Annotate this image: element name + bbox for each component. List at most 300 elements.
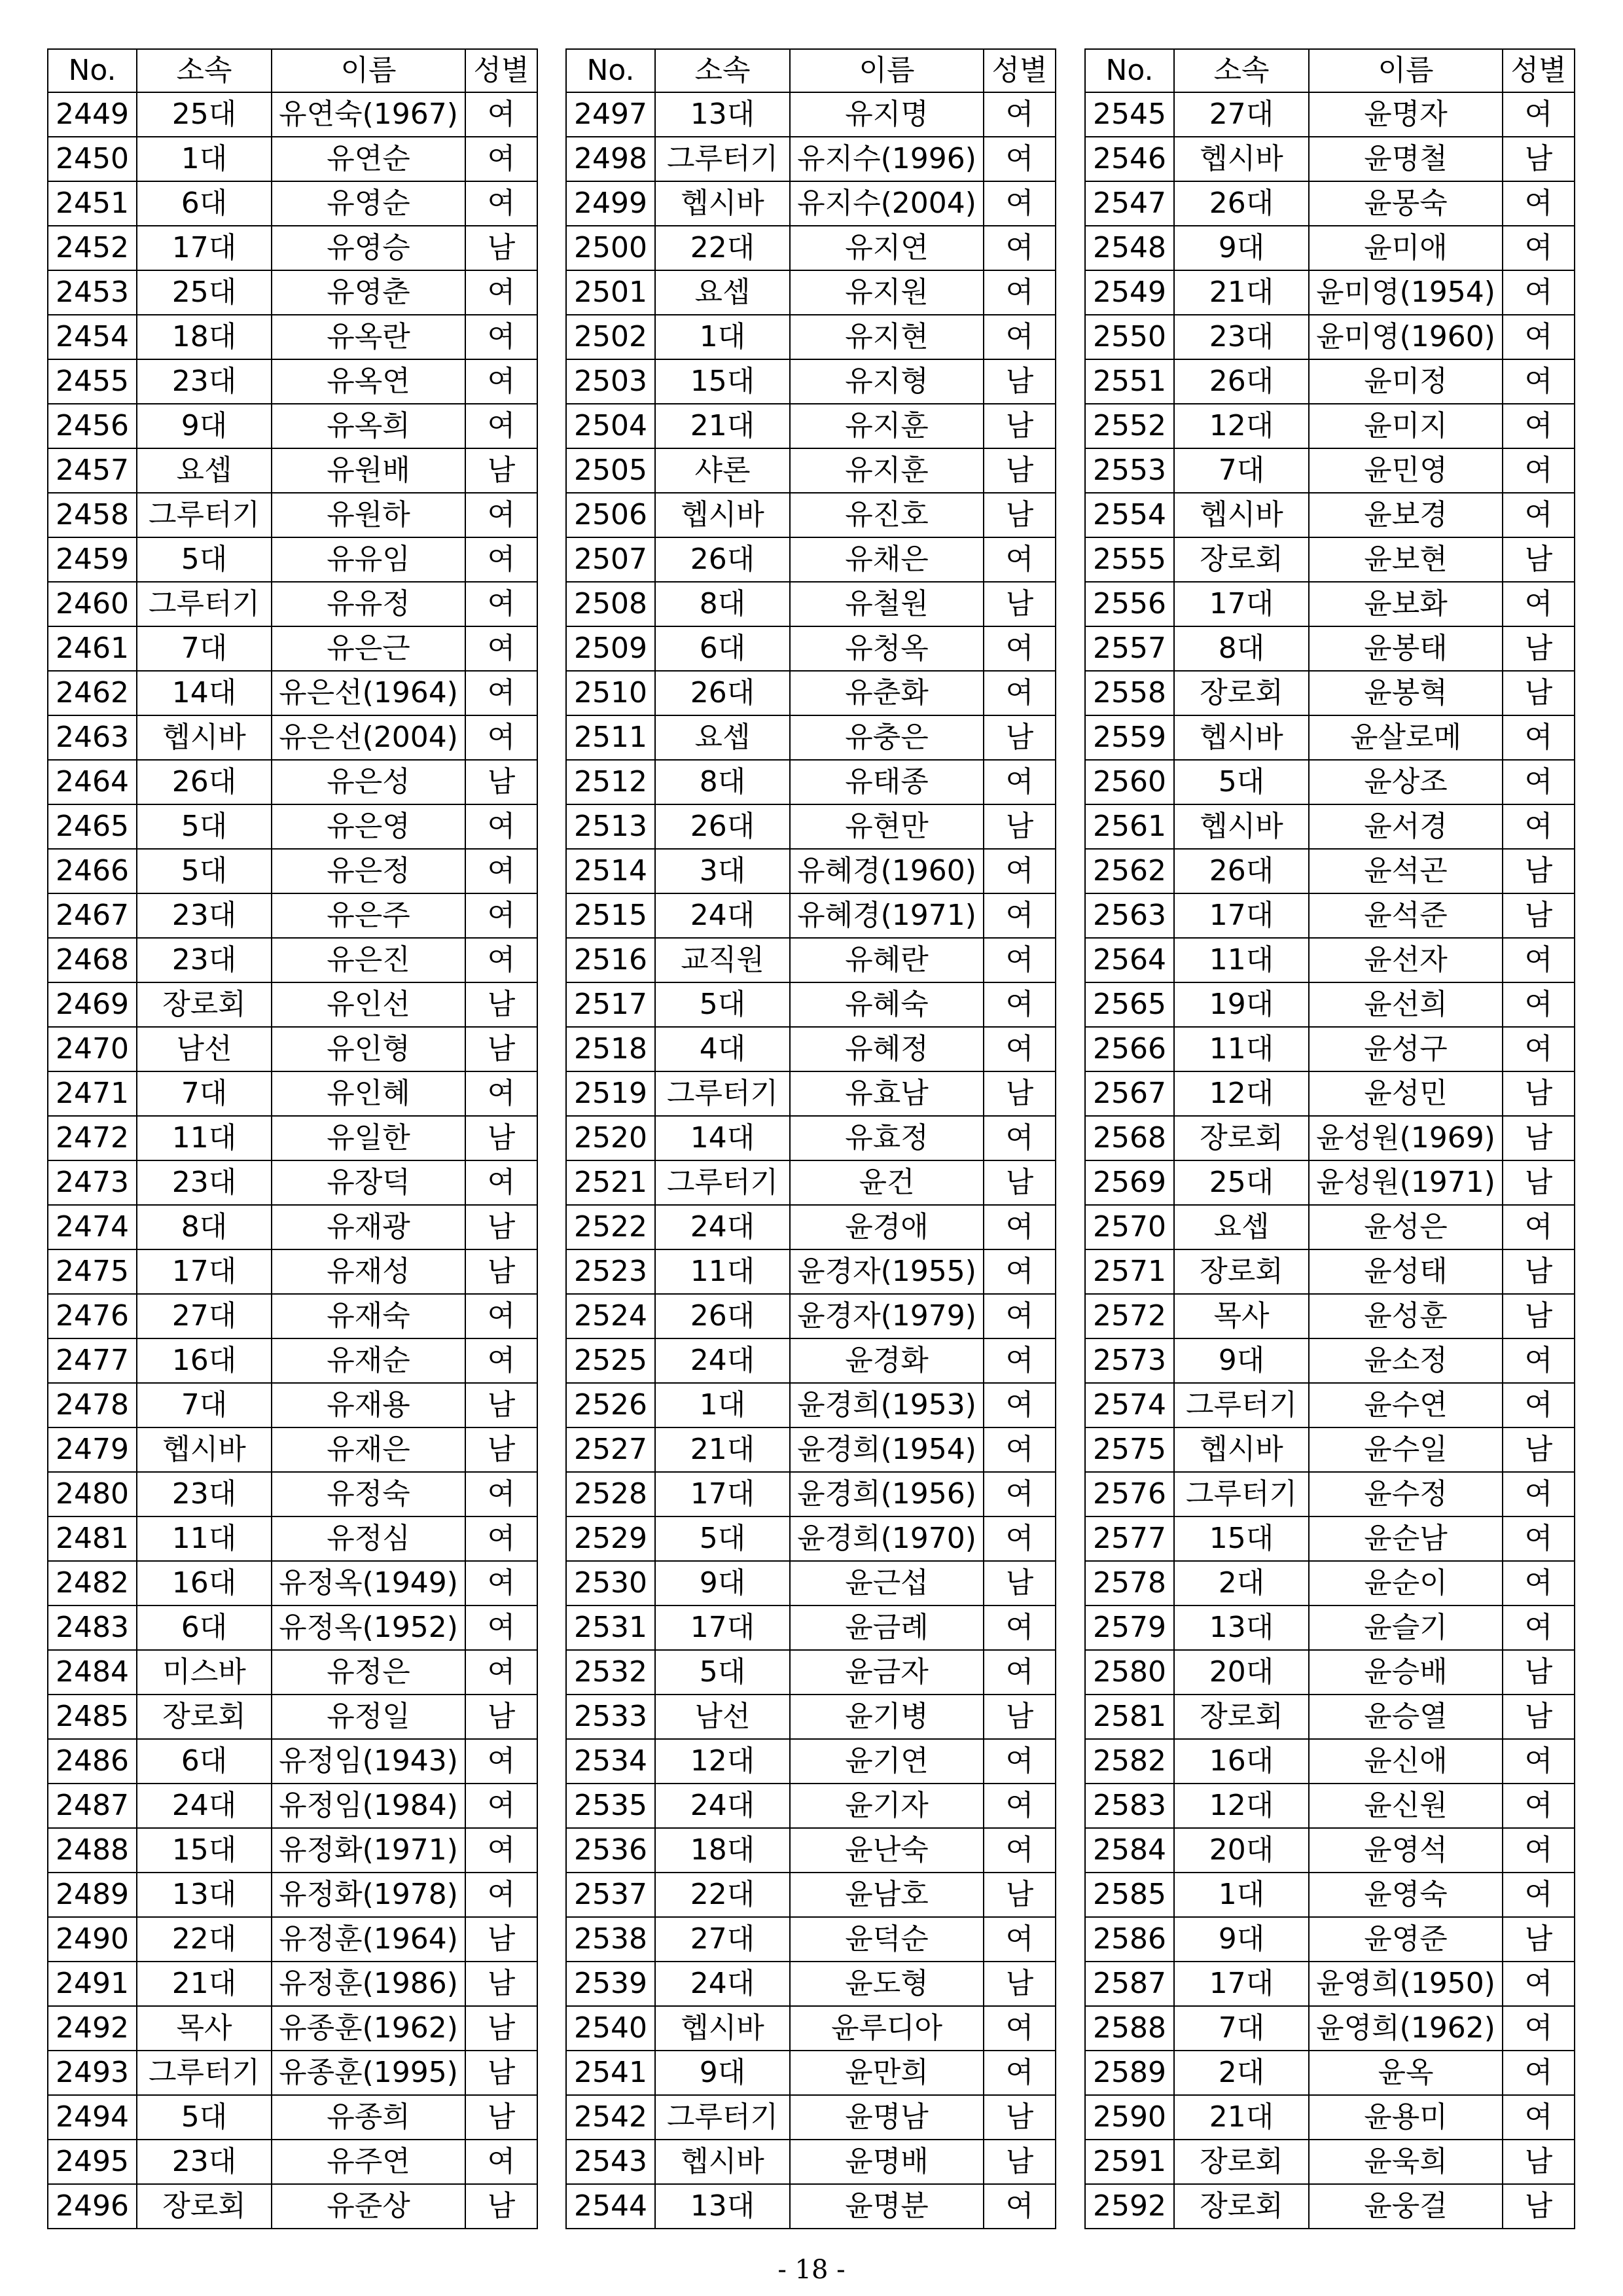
cell-no: 2522 — [566, 1205, 655, 1249]
cell-unit: 23대 — [137, 893, 272, 938]
table-row — [1085, 671, 1575, 715]
cell-name: 유인혜 — [272, 1071, 465, 1116]
cell-unit: 11대 — [1174, 938, 1309, 982]
cell-name: 윤봉혁 — [1309, 671, 1503, 715]
cell-name: 유지현 — [790, 315, 984, 359]
cell-unit: 9대 — [1174, 1917, 1309, 1962]
cell-gender: 남 — [1503, 2184, 1575, 2229]
cell-gender: 여 — [465, 2140, 537, 2184]
cell-gender: 여 — [1503, 315, 1575, 359]
cell-gender: 여 — [465, 893, 537, 938]
table-row — [1085, 1962, 1575, 2006]
table-row — [566, 1472, 1056, 1516]
cell-gender: 여 — [465, 1605, 537, 1650]
cell-name: 윤순남 — [1309, 1516, 1503, 1561]
cell-gender: 남 — [465, 2095, 537, 2140]
cell-gender: 여 — [465, 938, 537, 982]
cell-gender: 남 — [1503, 1160, 1575, 1205]
header-no: No. — [566, 49, 655, 92]
cell-name: 유혜경(1971) — [790, 893, 984, 938]
table-row — [566, 804, 1056, 849]
cell-unit: 6대 — [137, 1739, 272, 1784]
cell-gender: 여 — [1503, 2006, 1575, 2051]
cell-gender: 남 — [984, 2095, 1056, 2140]
cell-unit: 18대 — [137, 315, 272, 359]
cell-unit: 17대 — [1174, 582, 1309, 626]
cell-no: 2475 — [48, 1249, 137, 1294]
table-row — [48, 270, 537, 315]
cell-name: 윤만희 — [790, 2051, 984, 2095]
cell-unit: 헵시바 — [1174, 715, 1309, 760]
cell-no: 2592 — [1085, 2184, 1174, 2229]
cell-no: 2533 — [566, 1695, 655, 1739]
table-row — [566, 1516, 1056, 1561]
cell-gender: 여 — [984, 2051, 1056, 2095]
cell-unit: 8대 — [655, 582, 790, 626]
table-row — [566, 982, 1056, 1027]
cell-no: 2580 — [1085, 1650, 1174, 1695]
cell-no: 2506 — [566, 493, 655, 537]
cell-no: 2456 — [48, 404, 137, 448]
cell-no: 2497 — [566, 92, 655, 137]
table-row — [1085, 849, 1575, 893]
cell-gender: 남 — [1503, 1650, 1575, 1695]
cell-name: 유혜경(1960) — [790, 849, 984, 893]
cell-gender: 여 — [465, 1739, 537, 1784]
cell-name: 유지형 — [790, 359, 984, 404]
cell-gender: 여 — [984, 1516, 1056, 1561]
cell-no: 2521 — [566, 1160, 655, 1205]
cell-unit: 20대 — [1174, 1828, 1309, 1873]
cell-unit: 그루터기 — [1174, 1472, 1309, 1516]
cell-unit: 27대 — [137, 1294, 272, 1338]
cell-unit: 15대 — [655, 359, 790, 404]
cell-no: 2559 — [1085, 715, 1174, 760]
cell-name: 유재용 — [272, 1383, 465, 1427]
cell-unit: 9대 — [655, 2051, 790, 2095]
table-row — [1085, 448, 1575, 493]
cell-no: 2552 — [1085, 404, 1174, 448]
cell-gender: 남 — [465, 1962, 537, 2006]
cell-gender: 여 — [465, 1561, 537, 1605]
table-row — [1085, 2140, 1575, 2184]
table-row — [566, 2095, 1056, 2140]
cell-name: 윤살로메 — [1309, 715, 1503, 760]
cell-gender: 남 — [984, 1160, 1056, 1205]
cell-unit: 5대 — [137, 849, 272, 893]
cell-unit: 헵시바 — [655, 2006, 790, 2051]
cell-name: 유효정 — [790, 1116, 984, 1160]
table-row — [48, 938, 537, 982]
cell-name: 유정임(1943) — [272, 1739, 465, 1784]
cell-unit: 5대 — [655, 1516, 790, 1561]
table-row — [48, 2140, 537, 2184]
cell-unit: 21대 — [655, 404, 790, 448]
cell-no: 2467 — [48, 893, 137, 938]
cell-gender: 여 — [984, 1205, 1056, 1249]
cell-name: 유지명 — [790, 92, 984, 137]
cell-unit: 21대 — [1174, 270, 1309, 315]
cell-no: 2468 — [48, 938, 137, 982]
cell-no: 2485 — [48, 1695, 137, 1739]
cell-unit: 헵시바 — [655, 181, 790, 226]
cell-unit: 헵시바 — [1174, 493, 1309, 537]
cell-no: 2527 — [566, 1427, 655, 1472]
cell-name: 유혜란 — [790, 938, 984, 982]
table-row — [48, 1027, 537, 1071]
cell-no: 2572 — [1085, 1294, 1174, 1338]
cell-name: 윤영희(1950) — [1309, 1962, 1503, 2006]
table-row — [566, 1962, 1056, 2006]
cell-no: 2453 — [48, 270, 137, 315]
cell-gender: 여 — [1503, 1784, 1575, 1828]
cell-no: 2551 — [1085, 359, 1174, 404]
cell-gender: 여 — [984, 626, 1056, 671]
cell-no: 2563 — [1085, 893, 1174, 938]
cell-no: 2555 — [1085, 537, 1174, 582]
cell-gender: 여 — [1503, 1205, 1575, 1249]
cell-no: 2476 — [48, 1294, 137, 1338]
cell-unit: 그루터기 — [137, 582, 272, 626]
cell-name: 유지훈 — [790, 404, 984, 448]
cell-unit: 23대 — [137, 1160, 272, 1205]
table-row — [48, 315, 537, 359]
cell-name: 유은주 — [272, 893, 465, 938]
cell-no: 2505 — [566, 448, 655, 493]
cell-name: 윤성원(1971) — [1309, 1160, 1503, 1205]
cell-unit: 헵시바 — [655, 2140, 790, 2184]
header-no: No. — [1085, 49, 1174, 92]
cell-unit: 1대 — [655, 315, 790, 359]
cell-no: 2543 — [566, 2140, 655, 2184]
cell-gender: 여 — [984, 671, 1056, 715]
cell-name: 유원배 — [272, 448, 465, 493]
cell-unit: 헵시바 — [137, 1427, 272, 1472]
table-row — [48, 2051, 537, 2095]
table-row — [566, 582, 1056, 626]
cell-gender: 여 — [1503, 92, 1575, 137]
cell-name: 유옥희 — [272, 404, 465, 448]
cell-gender: 남 — [984, 715, 1056, 760]
table-row — [48, 1205, 537, 1249]
cell-no: 2486 — [48, 1739, 137, 1784]
cell-name: 유효남 — [790, 1071, 984, 1116]
cell-name: 유인선 — [272, 982, 465, 1027]
table-row — [1085, 582, 1575, 626]
cell-name: 윤미정 — [1309, 359, 1503, 404]
table-row — [566, 1784, 1056, 1828]
cell-name: 윤선희 — [1309, 982, 1503, 1027]
cell-gender: 여 — [984, 1650, 1056, 1695]
cell-no: 2458 — [48, 493, 137, 537]
cell-name: 윤덕순 — [790, 1917, 984, 1962]
cell-no: 2471 — [48, 1071, 137, 1116]
cell-name: 유태종 — [790, 760, 984, 804]
cell-unit: 24대 — [137, 1784, 272, 1828]
cell-gender: 여 — [1503, 1338, 1575, 1383]
cell-name: 윤몽숙 — [1309, 181, 1503, 226]
cell-no: 2481 — [48, 1516, 137, 1561]
table-row — [48, 1605, 537, 1650]
cell-unit: 목사 — [1174, 1294, 1309, 1338]
cell-name: 윤봉태 — [1309, 626, 1503, 671]
cell-gender: 여 — [984, 270, 1056, 315]
header-no: No. — [48, 49, 137, 92]
cell-no: 2560 — [1085, 760, 1174, 804]
cell-no: 2451 — [48, 181, 137, 226]
table-row — [48, 1249, 537, 1294]
cell-no: 2568 — [1085, 1116, 1174, 1160]
cell-unit: 12대 — [1174, 404, 1309, 448]
cell-no: 2520 — [566, 1116, 655, 1160]
cell-gender: 남 — [465, 982, 537, 1027]
cell-unit: 그루터기 — [655, 1071, 790, 1116]
cell-unit: 샤론 — [655, 448, 790, 493]
cell-gender: 여 — [984, 760, 1056, 804]
cell-name: 윤금자 — [790, 1650, 984, 1695]
cell-unit: 목사 — [137, 2006, 272, 2051]
cell-no: 2470 — [48, 1027, 137, 1071]
cell-unit: 장로회 — [1174, 2184, 1309, 2229]
table-row — [566, 1160, 1056, 1205]
cell-no: 2460 — [48, 582, 137, 626]
table-row — [566, 493, 1056, 537]
cell-gender: 남 — [465, 226, 537, 270]
cell-unit: 26대 — [1174, 849, 1309, 893]
cell-name: 윤소정 — [1309, 1338, 1503, 1383]
cell-no: 2578 — [1085, 1561, 1174, 1605]
table-row — [566, 226, 1056, 270]
table-row — [1085, 1873, 1575, 1917]
cell-no: 2459 — [48, 537, 137, 582]
cell-name: 윤경희(1953) — [790, 1383, 984, 1427]
cell-gender: 남 — [465, 2051, 537, 2095]
cell-gender: 남 — [465, 2184, 537, 2229]
cell-no: 2478 — [48, 1383, 137, 1427]
cell-name: 윤성원(1969) — [1309, 1116, 1503, 1160]
table-row — [1085, 626, 1575, 671]
cell-no: 2503 — [566, 359, 655, 404]
cell-name: 유준상 — [272, 2184, 465, 2229]
cell-no: 2556 — [1085, 582, 1174, 626]
cell-name: 유일한 — [272, 1116, 465, 1160]
header-gender: 성별 — [465, 49, 537, 92]
cell-gender: 여 — [465, 1160, 537, 1205]
cell-name: 유정일 — [272, 1695, 465, 1739]
roster-table-right — [1084, 48, 1575, 2229]
table-row — [566, 1695, 1056, 1739]
table-row — [566, 1873, 1056, 1917]
cell-name: 유재순 — [272, 1338, 465, 1383]
table-row — [566, 1650, 1056, 1695]
table-row — [566, 359, 1056, 404]
cell-unit: 5대 — [137, 2095, 272, 2140]
cell-name: 윤보현 — [1309, 537, 1503, 582]
cell-name: 유지원 — [790, 270, 984, 315]
cell-unit: 15대 — [1174, 1516, 1309, 1561]
cell-no: 2544 — [566, 2184, 655, 2229]
cell-no: 2496 — [48, 2184, 137, 2229]
cell-gender: 남 — [984, 493, 1056, 537]
cell-name: 윤근섭 — [790, 1561, 984, 1605]
cell-unit: 26대 — [655, 537, 790, 582]
cell-gender: 남 — [1503, 1071, 1575, 1116]
cell-gender: 남 — [1503, 1249, 1575, 1294]
roster-table-left — [47, 48, 538, 2229]
table-row — [1085, 2006, 1575, 2051]
table-row — [48, 2006, 537, 2051]
cell-gender: 남 — [984, 1873, 1056, 1917]
cell-name: 유재광 — [272, 1205, 465, 1249]
cell-no: 2518 — [566, 1027, 655, 1071]
cell-no: 2511 — [566, 715, 655, 760]
cell-unit: 장로회 — [1174, 537, 1309, 582]
table-row — [1085, 1027, 1575, 1071]
table-row — [1085, 1249, 1575, 1294]
cell-unit: 그루터기 — [655, 137, 790, 181]
cell-gender: 여 — [465, 1294, 537, 1338]
cell-gender: 남 — [984, 448, 1056, 493]
table-row — [48, 1071, 537, 1116]
table-row — [566, 1383, 1056, 1427]
table-row — [48, 1294, 537, 1338]
cell-no: 2549 — [1085, 270, 1174, 315]
cell-gender: 여 — [465, 359, 537, 404]
cell-unit: 17대 — [655, 1472, 790, 1516]
cell-name: 유지수(2004) — [790, 181, 984, 226]
cell-gender: 여 — [984, 2006, 1056, 2051]
cell-gender: 남 — [465, 1917, 537, 1962]
cell-unit: 14대 — [655, 1116, 790, 1160]
cell-name: 유지수(1996) — [790, 137, 984, 181]
cell-name: 윤수연 — [1309, 1383, 1503, 1427]
cell-name: 유주연 — [272, 2140, 465, 2184]
cell-name: 유혜숙 — [790, 982, 984, 1027]
cell-gender: 여 — [984, 137, 1056, 181]
header-row — [566, 49, 1056, 92]
cell-name: 윤신원 — [1309, 1784, 1503, 1828]
cell-name: 유영춘 — [272, 270, 465, 315]
table-row — [566, 92, 1056, 137]
cell-name: 유재은 — [272, 1427, 465, 1472]
cell-gender: 남 — [465, 448, 537, 493]
cell-no: 2525 — [566, 1338, 655, 1383]
cell-gender: 여 — [984, 315, 1056, 359]
cell-unit: 26대 — [137, 760, 272, 804]
cell-no: 2561 — [1085, 804, 1174, 849]
cell-name: 윤영석 — [1309, 1828, 1503, 1873]
cell-name: 유정은 — [272, 1650, 465, 1695]
cell-name: 유장덕 — [272, 1160, 465, 1205]
header-unit: 소속 — [655, 49, 790, 92]
cell-gender: 여 — [1503, 982, 1575, 1027]
cell-name: 유유정 — [272, 582, 465, 626]
cell-gender: 여 — [984, 1294, 1056, 1338]
cell-name: 윤승열 — [1309, 1695, 1503, 1739]
cell-name: 유종훈(1995) — [272, 2051, 465, 2095]
cell-no: 2579 — [1085, 1605, 1174, 1650]
table-row — [48, 181, 537, 226]
cell-no: 2542 — [566, 2095, 655, 2140]
cell-gender: 여 — [465, 315, 537, 359]
cell-unit: 13대 — [137, 1873, 272, 1917]
cell-gender: 여 — [465, 715, 537, 760]
cell-no: 2538 — [566, 1917, 655, 1962]
cell-no: 2547 — [1085, 181, 1174, 226]
cell-no: 2536 — [566, 1828, 655, 1873]
cell-unit: 1대 — [1174, 1873, 1309, 1917]
cell-unit: 11대 — [1174, 1027, 1309, 1071]
cell-gender: 남 — [465, 1695, 537, 1739]
cell-no: 2514 — [566, 849, 655, 893]
cell-name: 윤미지 — [1309, 404, 1503, 448]
table-row — [566, 1917, 1056, 1962]
cell-gender: 남 — [1503, 537, 1575, 582]
cell-name: 유춘화 — [790, 671, 984, 715]
cell-gender: 여 — [465, 1071, 537, 1116]
cell-no: 2548 — [1085, 226, 1174, 270]
cell-name: 윤욱희 — [1309, 2140, 1503, 2184]
header-name: 이름 — [790, 49, 984, 92]
table-row — [566, 1027, 1056, 1071]
cell-name: 유정옥(1952) — [272, 1605, 465, 1650]
cell-gender: 남 — [1503, 849, 1575, 893]
table-row — [566, 137, 1056, 181]
cell-gender: 여 — [984, 1116, 1056, 1160]
cell-name: 윤루디아 — [790, 2006, 984, 2051]
table-row — [1085, 1739, 1575, 1784]
table-row — [1085, 893, 1575, 938]
cell-no: 2490 — [48, 1917, 137, 1962]
cell-unit: 17대 — [137, 226, 272, 270]
cell-unit: 그루터기 — [655, 2095, 790, 2140]
table-row — [1085, 1516, 1575, 1561]
cell-no: 2575 — [1085, 1427, 1174, 1472]
cell-unit: 5대 — [137, 537, 272, 582]
cell-no: 2469 — [48, 982, 137, 1027]
cell-unit: 25대 — [137, 270, 272, 315]
cell-gender: 남 — [465, 1027, 537, 1071]
cell-unit: 8대 — [137, 1205, 272, 1249]
table-row — [48, 626, 537, 671]
cell-unit: 13대 — [655, 2184, 790, 2229]
cell-no: 2565 — [1085, 982, 1174, 1027]
cell-unit: 9대 — [655, 1561, 790, 1605]
cell-no: 2494 — [48, 2095, 137, 2140]
cell-unit: 교직원 — [655, 938, 790, 982]
cell-no: 2482 — [48, 1561, 137, 1605]
cell-gender: 여 — [1503, 760, 1575, 804]
cell-name: 윤경희(1970) — [790, 1516, 984, 1561]
cell-name: 윤기자 — [790, 1784, 984, 1828]
cell-name: 윤경자(1979) — [790, 1294, 984, 1338]
cell-unit: 21대 — [137, 1962, 272, 2006]
cell-no: 2477 — [48, 1338, 137, 1383]
cell-unit: 12대 — [1174, 1784, 1309, 1828]
table-row — [48, 804, 537, 849]
table-row — [48, 1962, 537, 2006]
cell-no: 2523 — [566, 1249, 655, 1294]
header-gender: 성별 — [1503, 49, 1575, 92]
cell-name: 유인형 — [272, 1027, 465, 1071]
roster-tables — [47, 48, 1576, 2274]
cell-no: 2590 — [1085, 2095, 1174, 2140]
cell-no: 2450 — [48, 137, 137, 181]
cell-gender: 여 — [465, 626, 537, 671]
cell-unit: 7대 — [137, 1071, 272, 1116]
cell-gender: 남 — [984, 1071, 1056, 1116]
cell-name: 윤경애 — [790, 1205, 984, 1249]
